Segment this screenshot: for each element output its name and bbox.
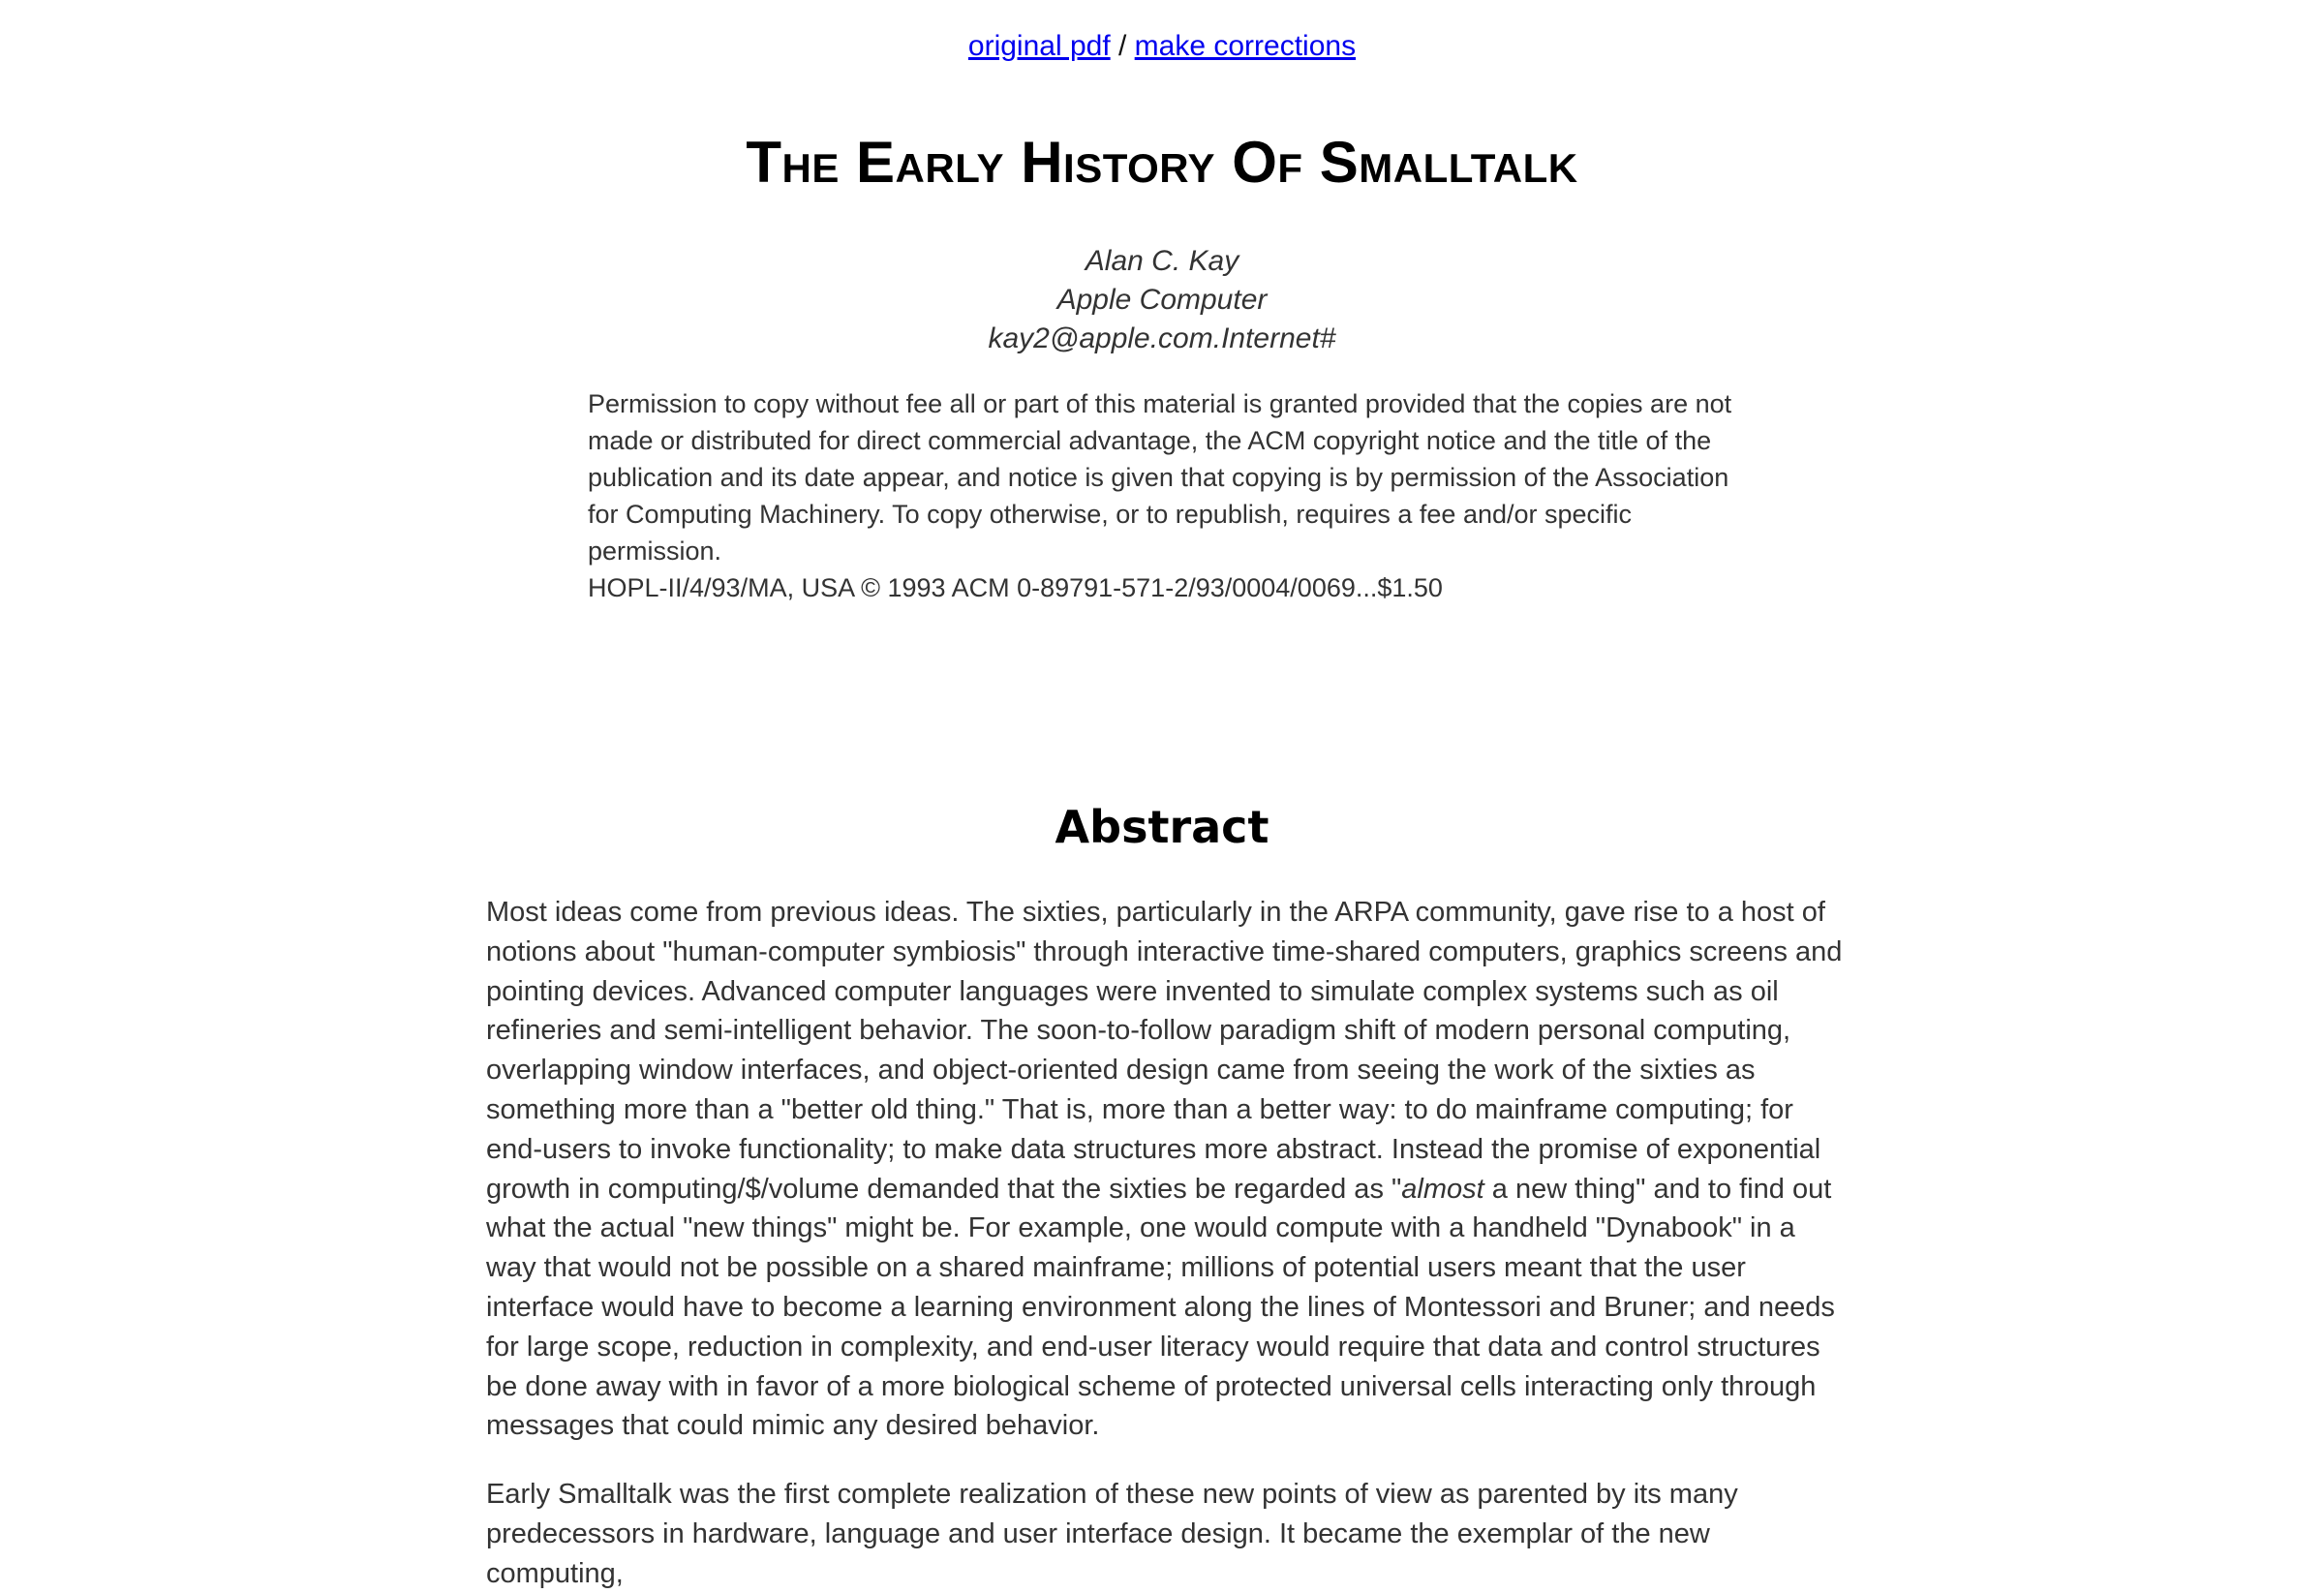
abstract-p1-text-before: Most ideas come from previous ideas. The sixties, particularly in the ARPA community, gave rise to a host of notions about "human-computer symbiosis" through interactive time-shared computers, graphics screens and pointing devices. Advanced computer languages were invented to simulate complex systems such as oil refineries and semi-intelligent behavior. The soon-to-follow paradigm shift of modern personal computing, overlapping window interfaces, and object-oriented design came from seeing the work of the sixties as something more than a "better old thing." That is, more than a better way: to do mainframe computing; for end-users to invoke functionality; to make data structures more abstract. Instead the promise of exponential growth in computing/$/volume demanded that the sixties be regarded as ": [486, 897, 1843, 1205]
abstract-p1-emphasis: almost: [1401, 1173, 1484, 1205]
author-block: [0, 242, 2324, 358]
paper-title: The Early History Of Smalltalk: [746, 130, 1578, 195]
abstract-heading: Abstract: [1055, 801, 1269, 853]
permission-notice: [588, 385, 1740, 606]
author-email: kay2@apple.com.Internet#: [988, 322, 1336, 354]
author-name: Alan C. Kay: [1085, 245, 1239, 277]
top-links: [0, 27, 2324, 66]
abstract-paragraph-1: [486, 893, 1851, 1446]
original-pdf-link[interactable]: original pdf: [967, 30, 1111, 62]
link-separator: /: [1110, 30, 1135, 62]
permission-text: Permission to copy without fee all or part of this material is granted provided that the copies are not made or distributed for direct commercial advantage, the ACM copyright notice and the title of the publication and its date appear, and notice is given that copying is by permission of the Association for Computing Machinery. To copy otherwise, or to republish, requires a fee and/or specific permission.: [588, 389, 1732, 566]
copyright-line: HOPL-II/4/93/MA, USA © 1993 ACM 0-89791-571-2/93/0004/0069...$1.50: [588, 573, 1443, 602]
abstract-paragraph-2: Early Smalltalk was the first complete realization of these new points of view as parented by its many predecessors in hardware, language and user interface design. It became the exemplar of the new computing,: [486, 1479, 1738, 1589]
make-corrections-link[interactable]: make corrections: [1134, 30, 1357, 62]
abstract-p1-text-after: a new thing" and to find out what the actual "new things" might be. For example, one would compute with a handheld "Dynabook" in a way that would not be possible on a shared mainframe; millions of potential users meant that the user interface would have to become a learning environment along the lines of Montessori and Bruner; and needs for large scope, reduction in complexity, and end-user literacy would require that data and control structures be done away with in favor of a more biological scheme of protected universal cells interacting only through messages that could mimic any desired behavior.: [486, 1173, 1835, 1442]
author-affiliation: Apple Computer: [1056, 284, 1268, 316]
